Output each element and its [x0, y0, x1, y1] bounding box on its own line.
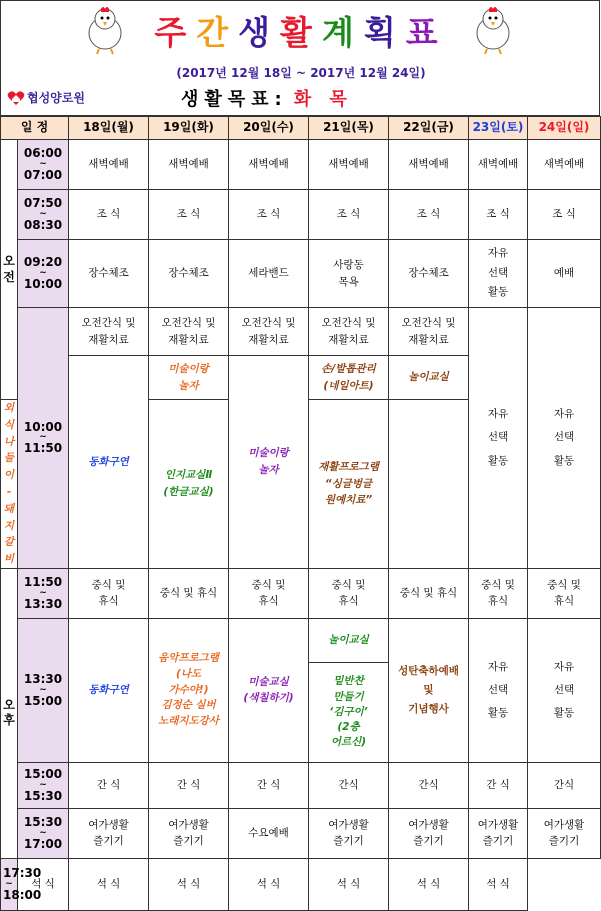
cell-sat: 자유 선택 활동	[469, 308, 528, 569]
cell-sat: 간 식	[469, 762, 528, 808]
cell-thu: 중식 및 휴식	[309, 568, 389, 618]
cell-tue: 미술이랑 놀자	[149, 356, 229, 400]
title-char: 주	[154, 13, 197, 52]
title-char: 표	[405, 13, 448, 52]
cell-thu: 손/발톱관리 (네일아트)	[309, 356, 389, 400]
cell-sun: 석 식	[469, 858, 528, 910]
cell-thu: 여가생활 즐기기	[309, 808, 389, 858]
cell-wed: 간 식	[229, 762, 309, 808]
weekly-schedule-table	[0, 116, 601, 911]
cell-wed: 석 식	[149, 858, 229, 910]
cell-wed: 조 식	[229, 190, 309, 240]
cell-mon: 간 식	[69, 762, 149, 808]
cell-thu: 석 식	[229, 858, 309, 910]
cell-mon: 조 식	[69, 190, 149, 240]
cell-fri: 놀이교실	[389, 356, 469, 400]
row-dinner	[1, 858, 601, 910]
time-cell: 09:20 ~ 10:00	[18, 240, 69, 308]
cell-sat: 석 식	[389, 858, 469, 910]
time-cell: 15:30 ~ 17:00	[18, 808, 69, 858]
row-snack	[1, 762, 601, 808]
day-wed: 20일(수)	[229, 117, 309, 140]
cell-thu: 놀이교실	[309, 618, 389, 662]
cell-mon: 석 식	[18, 858, 69, 910]
cell-tue: 석 식	[69, 858, 149, 910]
goal-label: 생활목표:	[181, 89, 288, 110]
cell-sat: 자유 선택 활동	[469, 618, 528, 762]
cell-sat: 조 식	[469, 190, 528, 240]
cell-thu: 밑반찬 만들기 ‘김구이’ (2층 어르신)	[309, 662, 389, 762]
cell-sat: 여가생활 즐기기	[469, 808, 528, 858]
cell-thu: 간식	[309, 762, 389, 808]
time-cell: 10:00 ~ 11:50	[18, 308, 69, 569]
title-char: 간	[196, 13, 239, 52]
cell-sun: 중식 및 휴식	[528, 568, 601, 618]
org-logo	[7, 89, 85, 106]
cell-thu: 조 식	[309, 190, 389, 240]
title-char: 계	[321, 13, 364, 52]
cell-tue: 새벽예배	[149, 140, 229, 190]
title-char: 생	[238, 13, 281, 52]
cell-sat: 중식 및 휴식	[469, 568, 528, 618]
title-char: 활	[280, 13, 322, 52]
cell-mon: 오전간식 및 재활치료	[69, 308, 149, 356]
cell-mon: 장수체조	[69, 240, 149, 308]
time-cell: 17:30 ~ 18:00	[1, 858, 18, 910]
cell-sun: 조 식	[528, 190, 601, 240]
cell-thu: 사랑동 목욕	[309, 240, 389, 308]
title-char: 획	[363, 13, 406, 52]
row-morning-activity	[1, 240, 601, 308]
day-tue: 19일(화)	[149, 117, 229, 140]
cell-mon: 새벽예배	[69, 140, 149, 190]
cell-mon: 동화구연	[69, 618, 149, 762]
cell-mon: 여가생활 즐기기	[69, 808, 149, 858]
org-name: 협성양로원	[27, 91, 85, 105]
time-cell: 11:50 ~ 13:30	[18, 568, 69, 618]
row-afternoon-a	[1, 618, 601, 662]
page-title	[1, 7, 601, 54]
cell-sun: 자유 선택 활동	[528, 308, 601, 569]
cell-thu: 새벽예배	[309, 140, 389, 190]
cell-sat: 새벽예배	[469, 140, 528, 190]
cell-fri: 조 식	[389, 190, 469, 240]
cell-tue: 간 식	[149, 762, 229, 808]
cell-fri: 중식 및 휴식	[389, 568, 469, 618]
time-cell: 15:00 ~ 15:30	[18, 762, 69, 808]
cell-sat: 자유 선택 활동	[469, 240, 528, 308]
row-lunch	[1, 568, 601, 618]
goal-value: 화 목	[293, 89, 353, 110]
cell-sun: 새벽예배	[528, 140, 601, 190]
cell-mon: 중식 및 휴식	[69, 568, 149, 618]
header-row	[1, 117, 601, 140]
cell-tue: 여가생활 즐기기	[149, 808, 229, 858]
cell-tue: 외식나들이 - 돼지갈비	[1, 400, 18, 569]
row-midmorning-a	[1, 308, 601, 356]
cell-thu: 오전간식 및 재활치료	[309, 308, 389, 356]
cell-wed: 세라밴드	[229, 240, 309, 308]
cell-tue: 조 식	[149, 190, 229, 240]
row-dawn	[1, 140, 601, 190]
life-goal	[181, 85, 353, 111]
cell-tue: 중식 및 휴식	[149, 568, 229, 618]
cell-fri: 오전간식 및 재활치료	[389, 308, 469, 356]
cell-fri: 성탄축하예배 및 기념행사	[389, 618, 469, 762]
row-leisure	[1, 808, 601, 858]
day-sun: 24일(일)	[528, 117, 601, 140]
cell-wed: 수요예배	[229, 808, 309, 858]
cell-thu: 인지교실Ⅱ (한글교실)	[149, 400, 229, 569]
cell-wed: 중식 및 휴식	[229, 568, 309, 618]
cell-fri: 간식	[389, 762, 469, 808]
am-label: 오 전	[1, 140, 18, 400]
time-cell: 06:00 ~ 07:00	[18, 140, 69, 190]
cell-fri: 재활프로그램 “싱글벙글 원예치료”	[309, 400, 389, 569]
cell-fri: 장수체조	[389, 240, 469, 308]
cell-tue: 오전간식 및 재활치료	[149, 308, 229, 356]
date-range: (2017년 12월 18일 ~ 2017년 12월 24일)	[176, 66, 426, 80]
cell-sun: 자유 선택 활동	[528, 618, 601, 762]
cell-fri: 여가생활 즐기기	[389, 808, 469, 858]
cell-mon: 동화구연	[69, 356, 149, 569]
cell-fri: 석 식	[309, 858, 389, 910]
cell-fri: 새벽예배	[389, 140, 469, 190]
cell-wed: 오전간식 및 재활치료	[229, 308, 309, 356]
schedule-label: 일 정	[1, 117, 69, 140]
heart-house-icon	[7, 90, 25, 106]
day-fri: 22일(금)	[389, 117, 469, 140]
cell-tue: 장수체조	[149, 240, 229, 308]
time-cell: 07:50 ~ 08:30	[18, 190, 69, 240]
day-mon: 18일(월)	[69, 117, 149, 140]
page-header	[0, 0, 600, 116]
cell-wed: 미술교실 (색칠하기)	[229, 618, 309, 762]
cell-tue: 음악프로그램 (나도 가수야!) 김정순 실버 노래지도강사	[149, 618, 229, 762]
day-sat: 23일(토)	[469, 117, 528, 140]
day-thu: 21일(목)	[309, 117, 389, 140]
cell-sun: 간식	[528, 762, 601, 808]
cell-sun: 예배	[528, 240, 601, 308]
cell-sun: 여가생활 즐기기	[528, 808, 601, 858]
cell-wed: 미술이랑 놀자	[229, 356, 309, 569]
cell-wed: 새벽예배	[229, 140, 309, 190]
row-breakfast	[1, 190, 601, 240]
pm-label: 오 후	[1, 568, 18, 858]
time-cell: 13:30 ~ 15:00	[18, 618, 69, 762]
